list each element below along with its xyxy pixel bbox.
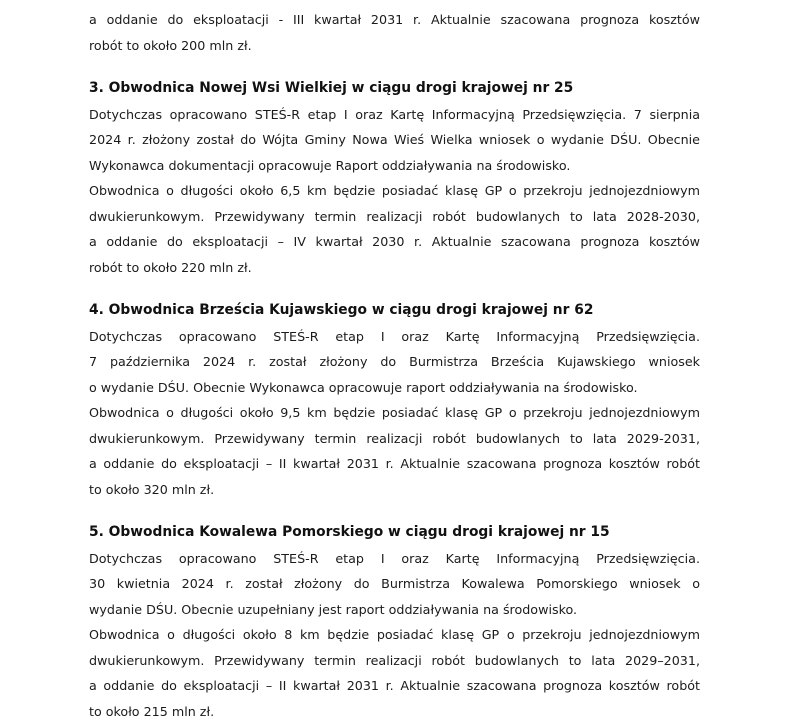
text-line: dwukierunkowym. Przewidywany termin realizacji robót budowlanych to lata 2029–2031, [89, 652, 700, 668]
section-3-paragraph-details [89, 178, 700, 280]
text-line: dwukierunkowym. Przewidywany termin realizacji robót budowlanych to lata 2029-2031, [89, 430, 700, 446]
text-line: to około 215 mln zł. [89, 703, 215, 719]
text-line: dwukierunkowym. Przewidywany termin realizacji robót budowlanych to lata 2028-2030, [89, 208, 700, 224]
text-line: Dotychczas opracowano STEŚ-R etap I oraz Kartę Informacyjną Przedsięwzięcia. 7 sierpnia [89, 106, 700, 122]
section-4-heading: 4. Obwodnica Brześcia Kujawskiego w ciągu drogi krajowej nr 62 [89, 302, 594, 318]
text-line: 7 października 2024 r. został złożony do Burmistrza Brześcia Kujawskiego wniosek [89, 354, 700, 369]
section-3-heading: 3. Obwodnica Nowej Wsi Wielkiej w ciągu drogi krajowej nr 25 [89, 80, 574, 96]
paragraph-intro-continuation [89, 7, 700, 58]
text-line: o wydanie DŚU. Obecnie Wykonawca opracowuje raport oddziaływania na środowisko. [89, 379, 638, 395]
text-line: robót to około 220 mln zł. [89, 259, 252, 275]
section-5-paragraph-status [89, 546, 700, 623]
text-line: a oddanie do eksploatacji – IV kwartał 2030 r. Aktualnie szacowana prognoza kosztów [89, 234, 700, 249]
text-line: a oddanie do eksploatacji – II kwartał 2031 r. Aktualnie szacowana prognoza kosztów robót [89, 456, 700, 471]
text-line: Obwodnica o długości około 9,5 km będzie posiadać klasę GP o przekroju jednojezdniowym [89, 405, 700, 420]
text-line: 30 kwietnia 2024 r. został złożony do Burmistrza Kowalewa Pomorskiego wniosek o [89, 576, 700, 591]
text-line: a oddanie do eksploatacji - III kwartał 2031 r. Aktualnie szacowana prognoza kosztów [89, 12, 700, 27]
section-4-paragraph-status [89, 324, 700, 401]
text-line: wydanie DŚU. Obecnie uzupełniany jest raport oddziaływania na środowisko. [89, 601, 578, 617]
text-line: Dotychczas opracowano STEŚ-R etap I oraz Kartę Informacyjną Przedsięwzięcia. [89, 328, 700, 344]
text-line: Obwodnica o długości około 8 km będzie posiadać klasę GP o przekroju jednojezdniowym [89, 627, 700, 642]
text-line: to około 320 mln zł. [89, 481, 215, 497]
text-line: robót to około 200 mln zł. [89, 37, 252, 53]
section-3-paragraph-status [89, 102, 700, 179]
section-5-heading: 5. Obwodnica Kowalewa Pomorskiego w ciągu drogi krajowej nr 15 [89, 524, 610, 540]
text-line: Obwodnica o długości około 6,5 km będzie posiadać klasę GP o przekroju jednojezdniowym [89, 183, 700, 198]
section-4-paragraph-details [89, 400, 700, 502]
section-5-paragraph-details [89, 622, 700, 724]
text-line: Wykonawca dokumentacji opracowuje Raport oddziaływania na środowisko. [89, 157, 571, 173]
text-line: Dotychczas opracowano STEŚ-R etap I oraz Kartę Informacyjną Przedsięwzięcia. [89, 550, 700, 566]
text-line: a oddanie do eksploatacji – II kwartał 2031 r. Aktualnie szacowana prognoza kosztów robót [89, 678, 700, 693]
text-line: 2024 r. złożony został do Wójta Gminy Nowa Wieś Wielka wniosek o wydanie DŚU. Obecnie [89, 132, 700, 147]
